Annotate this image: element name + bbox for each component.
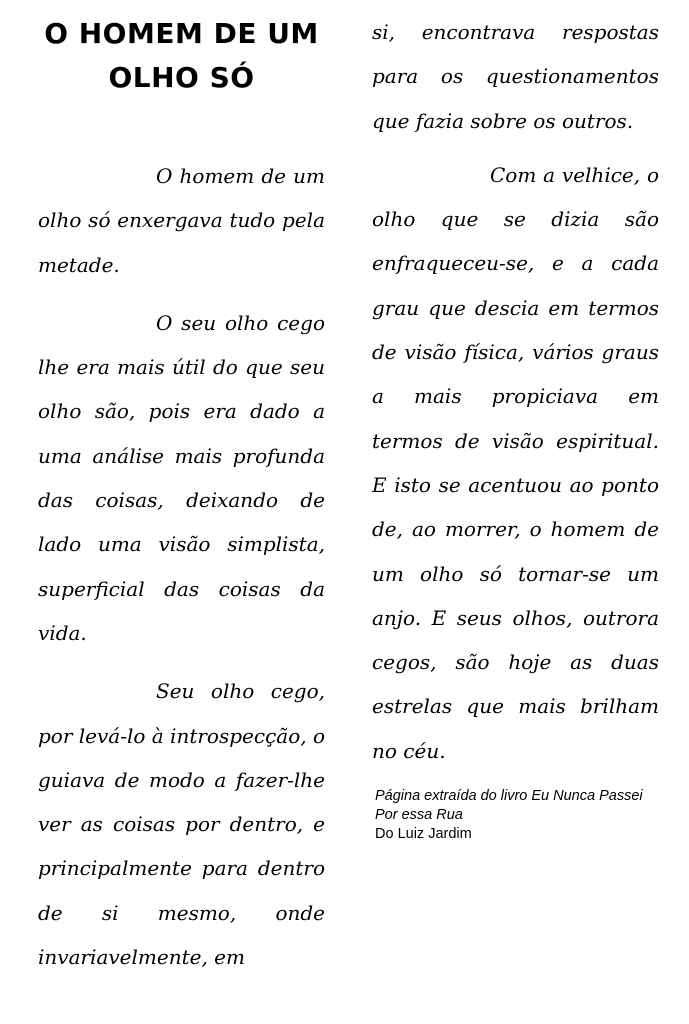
left-column (38, 10, 325, 979)
paragraph-2: O seu olho cego lhe era mais útil do que seu olho são, pois era dado a uma análise mais profunda das coisas, deixando de lado uma visão simplista, superficial das coisas da vida. (38, 310, 325, 645)
caption-line-3: Do Luiz Jardim (375, 826, 472, 843)
paragraph-3-continued: si, encontrava respostas para os questionamentos que fazia sobre os outros. (372, 20, 659, 133)
paragraph-1: O homem de um olho só enxergava tudo pela metade. (38, 164, 325, 277)
paragraph-3: Seu olho cego, por levá-lo à introspecção, o guiava de modo a fazer-lhe ver as coisas por dentro, e principalmente para dentro de si mesmo, onde invariavelmente, em (38, 679, 325, 970)
paragraph-4: Com a velhice, o olho que se dizia são enfraqueceu-se, e a cada grau que descia em termos de visão física, vários graus a mais propiciava em termos de visão espiritual. E isto se acentuou ao ponto de, ao morrer, o homem de um olho só tornar-se um anjo. E seus olhos, outrora cegos, são hoje as duas estrelas que mais brilham no céu. (372, 162, 659, 763)
title-line-2: OLHO SÓ (108, 61, 255, 94)
right-column (372, 10, 659, 844)
source-caption (372, 787, 659, 844)
page-title (38, 10, 325, 100)
caption-line-1: Página extraída do livro Eu Nunca Passei (375, 788, 643, 805)
title-line-1: O HOMEM DE UM (44, 17, 319, 50)
caption-line-2: Por essa Rua (375, 807, 463, 824)
